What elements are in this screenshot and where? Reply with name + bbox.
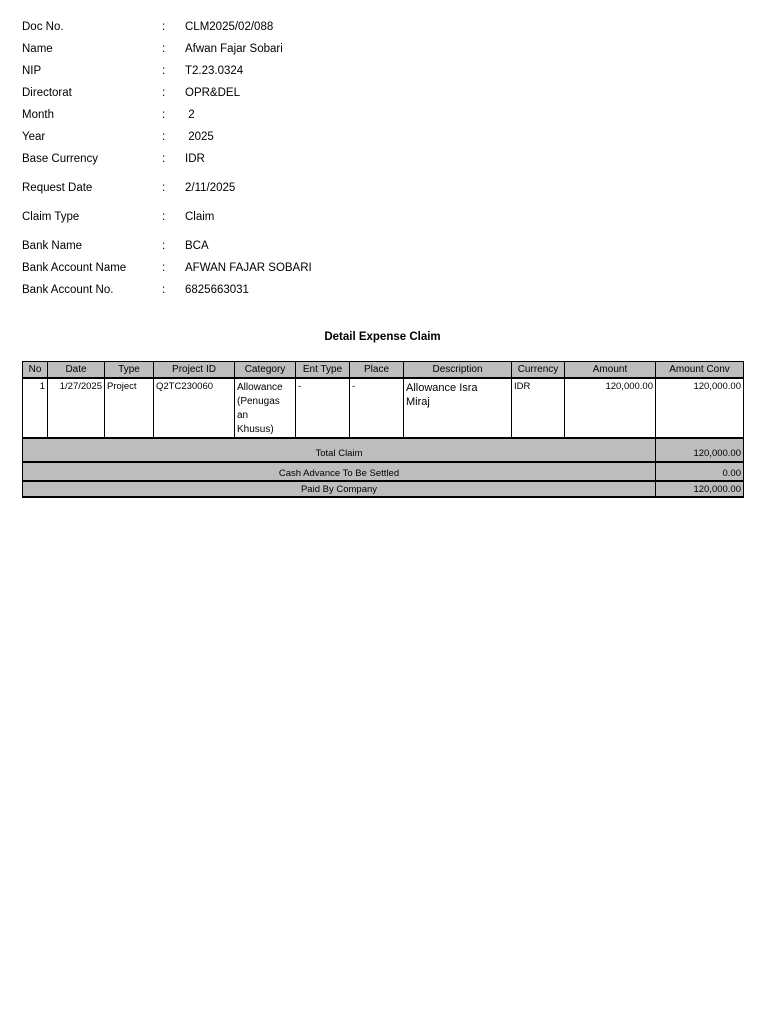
name-label: Name [22, 43, 53, 55]
col-header-project-id: Project ID [154, 362, 235, 379]
bank-name-label: Bank Name [22, 240, 83, 252]
bank-account-no-colon: : [162, 284, 166, 296]
doc-no-colon: : [162, 21, 166, 33]
detail-table-title: Detail Expense Claim [324, 331, 441, 343]
bank-account-name-colon: : [162, 262, 166, 274]
base-currency-value: IDR [185, 153, 205, 165]
cell-project-id: Q2TC230060 [154, 378, 235, 438]
cell-currency: IDR [512, 378, 565, 438]
directorat-colon: : [162, 87, 166, 99]
year-colon: : [162, 131, 166, 143]
category-line: Allowance [237, 382, 283, 393]
request-date-value: 2/11/2025 [185, 182, 236, 194]
name-row [0, 43, 768, 59]
name-value: Afwan Fajar Sobari [185, 43, 283, 55]
cash-advance-label: Cash Advance To Be Settled [23, 462, 656, 481]
nip-colon: : [162, 65, 166, 77]
month-value: 2 [185, 109, 195, 121]
year-value: 2025 [185, 131, 214, 143]
cell-no: 1 [23, 378, 48, 438]
base-currency-label: Base Currency [22, 153, 99, 165]
claim-type-value: Claim [185, 211, 215, 223]
claim-type-colon: : [162, 211, 166, 223]
cell-amount: 120,000.00 [565, 378, 656, 438]
base-currency-row [0, 153, 768, 169]
doc-no-value: CLM2025/02/088 [185, 21, 274, 33]
bank-account-no-value: 6825663031 [185, 284, 249, 296]
base-currency-colon: : [162, 153, 166, 165]
total-claim-value: 120,000.00 [656, 438, 744, 462]
col-header-ent-type: Ent Type [296, 362, 350, 379]
request-date-row [0, 182, 768, 198]
description-line: Miraj [406, 396, 430, 408]
col-header-amount-conv: Amount Conv [656, 362, 744, 379]
paid-by-company-label: Paid By Company [23, 481, 656, 497]
col-header-amount: Amount [565, 362, 656, 379]
cell-category [235, 378, 296, 438]
month-colon: : [162, 109, 166, 121]
category-line: Khusus) [237, 424, 274, 435]
col-header-currency: Currency [512, 362, 565, 379]
doc-no-row [0, 21, 768, 37]
month-label: Month [22, 109, 54, 121]
total-claim-row [23, 438, 744, 462]
table-row [23, 378, 744, 438]
col-header-no: No [23, 362, 48, 379]
year-row [0, 131, 768, 147]
bank-name-row [0, 240, 768, 256]
claim-type-row [0, 211, 768, 227]
directorat-label: Directorat [22, 87, 72, 99]
bank-name-value: BCA [185, 240, 209, 252]
cell-amount-conv: 120,000.00 [656, 378, 744, 438]
nip-label: NIP [22, 65, 42, 77]
cell-description [404, 378, 512, 438]
cash-advance-row [23, 462, 744, 481]
directorat-row [0, 87, 768, 103]
month-row [0, 109, 768, 125]
bank-account-name-label: Bank Account Name [22, 262, 127, 274]
description-line: Allowance Isra [406, 382, 478, 394]
expense-detail-table [22, 361, 744, 498]
col-header-category: Category [235, 362, 296, 379]
bank-account-no-label: Bank Account No. [22, 284, 114, 296]
total-claim-label: Total Claim [23, 438, 656, 462]
paid-by-company-row [23, 481, 744, 497]
category-line: an [237, 410, 249, 421]
table-header-row [23, 362, 744, 379]
bank-account-name-row [0, 262, 768, 278]
col-header-place: Place [350, 362, 404, 379]
year-label: Year [22, 131, 46, 143]
request-date-label: Request Date [22, 182, 93, 194]
cell-date: 1/27/2025 [48, 378, 105, 438]
nip-row [0, 65, 768, 81]
cell-ent-type: - [296, 378, 350, 438]
doc-no-label: Doc No. [22, 21, 64, 33]
cash-advance-value: 0.00 [656, 462, 744, 481]
bank-account-name-value: AFWAN FAJAR SOBARI [185, 262, 312, 274]
bank-account-no-row [0, 284, 768, 300]
paid-by-company-value: 120,000.00 [656, 481, 744, 497]
cell-place: - [350, 378, 404, 438]
cell-type: Project [105, 378, 154, 438]
col-header-type: Type [105, 362, 154, 379]
claim-type-label: Claim Type [22, 211, 80, 223]
nip-value: T2.23.0324 [185, 65, 244, 77]
col-header-description: Description [404, 362, 512, 379]
request-date-colon: : [162, 182, 166, 194]
name-colon: : [162, 43, 166, 55]
directorat-value: OPR&DEL [185, 87, 240, 99]
bank-name-colon: : [162, 240, 166, 252]
category-line: (Penugas [237, 396, 280, 407]
col-header-date: Date [48, 362, 105, 379]
